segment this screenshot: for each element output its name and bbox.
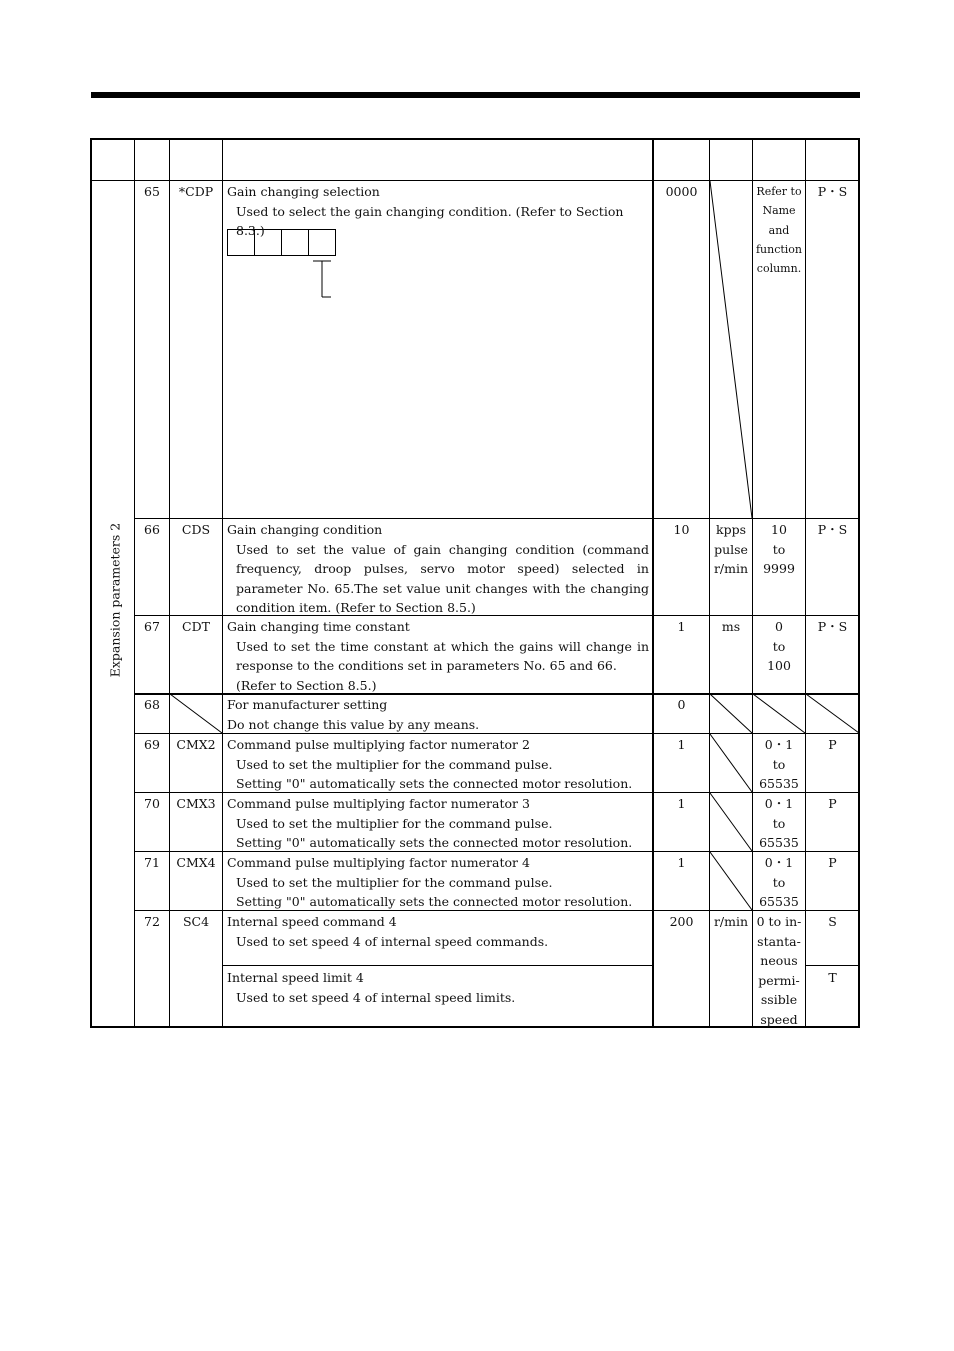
control-mode: S xyxy=(828,914,837,929)
param-name: Gain changing condition xyxy=(227,522,383,537)
initial-value: 1 xyxy=(677,737,686,752)
setting-range: 0・1 to 65535 xyxy=(759,796,799,850)
param-description xyxy=(227,912,649,951)
control-mode: P xyxy=(828,737,837,752)
initial-value: 10 xyxy=(673,522,690,537)
param-name: Gain changing time constant xyxy=(227,619,410,634)
setting-range: 0・1 to 65535 xyxy=(759,737,799,791)
param-description-2 xyxy=(227,968,649,1007)
param-description xyxy=(227,182,649,241)
param-description xyxy=(227,853,649,912)
col-divider xyxy=(652,139,654,1027)
param-desc-line: Used to set speed 4 of internal speed commands. xyxy=(236,933,549,949)
control-mode-2: T xyxy=(828,970,837,985)
param-no: 71 xyxy=(144,855,160,870)
param-symbol: CMX3 xyxy=(176,796,216,811)
setting-range: 0 to in- stanta- neous permi- ssible speed xyxy=(756,914,802,1027)
col-divider xyxy=(169,139,170,1027)
param-description xyxy=(227,520,649,618)
param-no: 66 xyxy=(144,522,160,537)
param-desc-line: Used to set the value of gain changing condition (command frequency, droop pulses, servo motor speed) selected in parameter No. 65.The set value unit changes with the changing condition item. (Refer to Section 8.5.) xyxy=(236,541,649,615)
initial-value: 1 xyxy=(677,855,686,870)
param-name: Command pulse multiplying factor numerator 4 xyxy=(227,855,530,870)
control-mode: P・S xyxy=(817,522,848,537)
param-no: 72 xyxy=(144,914,160,929)
param-description xyxy=(227,695,649,734)
param-desc-line: Used to set the multiplier for the command pulse. xyxy=(236,815,553,831)
param-no: 65 xyxy=(144,184,160,199)
param-name: Internal speed command 4 xyxy=(227,914,397,929)
param-symbol: SC4 xyxy=(182,914,210,929)
unit: kpps pulse r/min xyxy=(713,522,749,576)
top-rule xyxy=(91,92,860,98)
group-label: Expansion parameters 2 xyxy=(107,522,123,678)
param-symbol: CDS xyxy=(181,522,211,537)
initial-value: 1 xyxy=(677,796,686,811)
control-mode: P・S xyxy=(817,184,848,199)
param-name: Gain changing selection xyxy=(227,184,380,199)
param-desc-line: Used to set the time constant at which the gains will change in response to the conditions set in parameters No. 65 and 66. xyxy=(236,638,649,673)
param-desc-line: Setting "0" automatically sets the connected motor resolution. xyxy=(236,776,633,791)
param-desc-line: Used to set speed 4 of internal speed limits. xyxy=(236,989,516,1005)
control-mode: P・S xyxy=(817,619,848,634)
setting-range: 0 to 100 xyxy=(767,619,791,673)
sub-row-divider xyxy=(805,965,859,966)
col-divider xyxy=(709,139,710,1027)
param-symbol: CMX2 xyxy=(176,737,216,752)
param-symbol: CMX4 xyxy=(176,855,216,870)
param-no: 68 xyxy=(144,697,160,712)
param-desc-line: Setting "0" automatically sets the connected motor resolution. xyxy=(236,835,633,850)
unit: r/min xyxy=(713,914,749,929)
param-symbol: CDT xyxy=(182,619,210,634)
param-description xyxy=(227,794,649,853)
param-name: Command pulse multiplying factor numerator 2 xyxy=(227,737,530,752)
initial-value: 1 xyxy=(677,619,686,634)
param-desc-line: Setting "0" automatically sets the connected motor resolution. xyxy=(236,894,633,909)
param-name: For manufacturer setting xyxy=(227,697,388,712)
param-desc-line: Do not change this value by any means. xyxy=(227,716,480,732)
initial-value: 0 xyxy=(677,697,686,712)
col-divider xyxy=(134,139,135,1027)
param-no: 69 xyxy=(144,737,160,752)
param-symbol: *CDP xyxy=(178,184,214,199)
param-no: 70 xyxy=(144,796,160,811)
header-divider xyxy=(91,180,859,181)
col-divider xyxy=(805,139,806,1027)
unit: ms xyxy=(721,619,741,634)
param-desc-line: Used to set the multiplier for the command pulse. xyxy=(236,874,553,890)
param-name: Internal speed limit 4 xyxy=(227,970,364,985)
param-name: Command pulse multiplying factor numerator 3 xyxy=(227,796,530,811)
sub-row-divider xyxy=(222,965,652,966)
initial-value: 0000 xyxy=(665,184,698,199)
param-description xyxy=(227,617,649,695)
param-desc-line: Used to select the gain changing condition. (Refer to Section 8.3.) xyxy=(236,203,624,238)
setting-range: Refer to Name and function column. xyxy=(755,185,803,276)
setting-range: 10 to 9999 xyxy=(763,522,795,576)
param-desc-line: (Refer to Section 8.5.) xyxy=(236,677,377,693)
row-divider xyxy=(134,518,859,519)
col-divider xyxy=(222,139,223,1027)
control-mode: P xyxy=(828,796,837,811)
initial-value: 200 xyxy=(669,914,694,929)
param-description xyxy=(227,735,649,794)
param-desc-line: Used to set the multiplier for the command pulse. xyxy=(236,756,553,772)
setting-range: 0・1 to 65535 xyxy=(759,855,799,909)
control-mode: P xyxy=(828,855,837,870)
param-no: 67 xyxy=(144,619,160,634)
